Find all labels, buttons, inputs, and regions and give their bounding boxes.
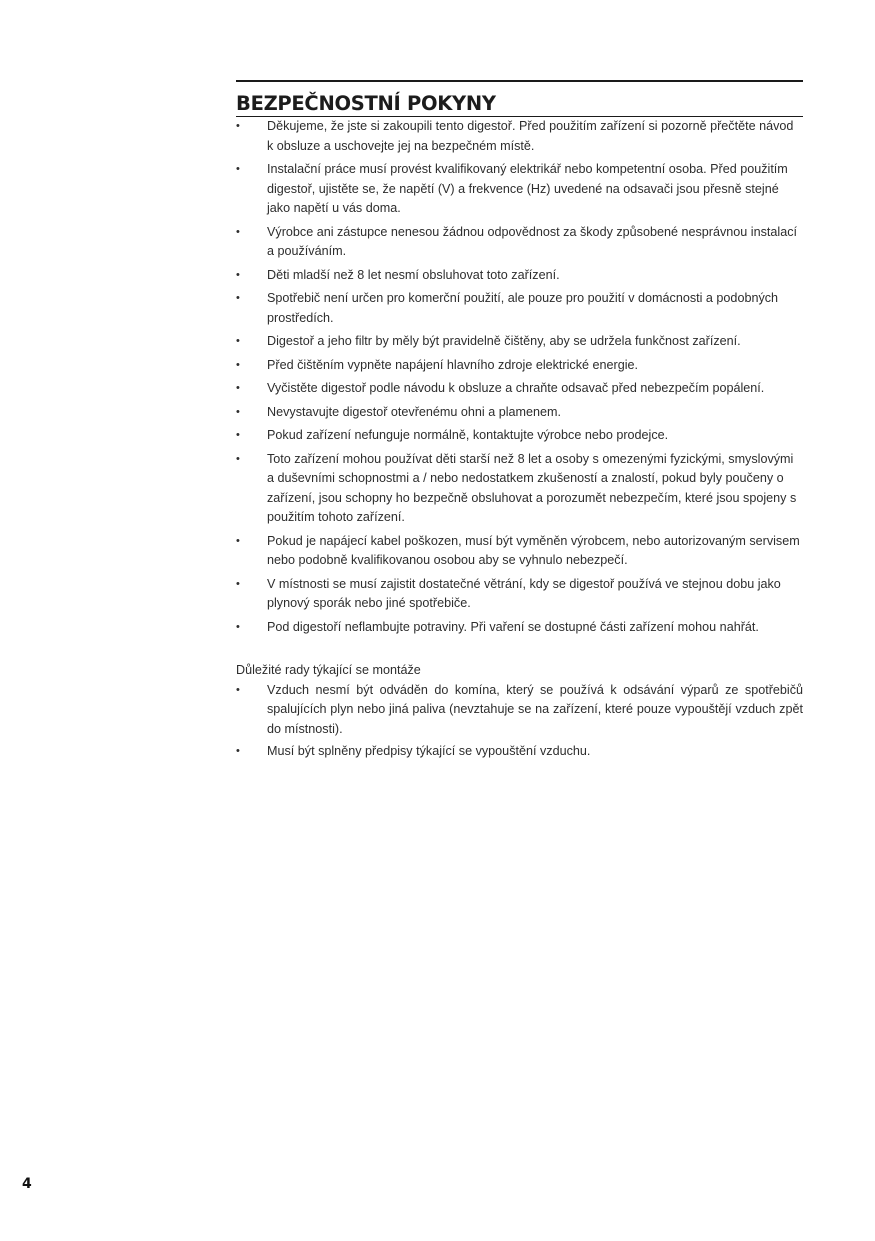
list-item-text: Před čištěním vypněte napájení hlavního zdroje elektrické energie.: [267, 357, 639, 372]
list-item: [236, 426, 803, 446]
list-item: [236, 532, 803, 571]
list-item: [236, 403, 803, 423]
bullet-icon: •: [236, 683, 240, 696]
list-item: [236, 450, 803, 528]
list-item: [236, 332, 803, 352]
bullet-icon: •: [236, 292, 240, 304]
list-item: [236, 223, 803, 262]
bullet-icon: •: [236, 577, 240, 590]
list-item-text: Instalační práce musí provést kvalifikovaný elektrikář nebo kompetentní osoba. Před použitím digestoř, ujistěte se, že napětí (V) a frekvence (Hz) uvedené na odsavači jsou přesně stejné jako napětí u vás doma.: [267, 162, 788, 215]
list-item-text: Pokud zařízení nefunguje normálně, kontaktujte výrobce nebo prodejce.: [267, 428, 669, 442]
page-content: [236, 80, 803, 765]
list-item-text: Vzduch nesmí být odváděn do komína, který se používá k odsávání výparů ze spotřebičů spalujících plyn nebo jiná paliva (nevztahuje se na zařízení, které pouze vypouštějí vzduch zpět do místnosti).: [267, 682, 803, 736]
bullet-icon: •: [236, 335, 240, 347]
list-item: [236, 117, 803, 156]
bullet-icon: •: [236, 225, 240, 238]
list-item: [236, 160, 803, 219]
list-item: [236, 356, 803, 376]
bullet-icon: •: [236, 452, 240, 465]
bullet-icon: •: [236, 405, 240, 418]
page-title: BEZPEČNOSTNÍ POKYNY: [236, 92, 496, 115]
page-number: 4: [22, 1176, 32, 1192]
list-item: [236, 289, 803, 328]
bullet-icon: •: [236, 745, 240, 757]
list-item-text: Digestoř a jeho filtr by měly být pravidelně čištěny, aby se udržela funkčnost zařízení.: [267, 334, 741, 348]
bullet-icon: •: [236, 120, 240, 132]
list-item: [236, 379, 803, 399]
bullet-icon: •: [236, 268, 240, 281]
list-item-text: Děkujeme, že jste si zakoupili tento digestoř. Před použitím zařízení si pozorně přečtěte návod k obsluze a uschovejte jej na bezpečném místě.: [267, 119, 794, 153]
mounting-heading: Důležité rady týkající se montáže: [236, 663, 421, 677]
list-item-text: Toto zařízení mohou používat děti starší než 8 let a osoby s omezenými fyzickými, smyslovými a duševními schopnostmi a / nebo nedostatkem zkušeností a znalostí, pokud byly poučeny o zařízení, jsou schopny ho bezpečně obsluhovat a porozumět nebezpečím, které jsou spojeny s použitím tohoto zařízení.: [267, 451, 797, 524]
bullet-icon: •: [236, 382, 240, 394]
list-item-text: Výrobce ani zástupce nenesou žádnou odpovědnost za škody způsobené nesprávnou instalací a používáním.: [267, 224, 798, 258]
list-item-text: Pod digestoří neflambujte potraviny. Při vaření se dostupné části zařízení mohou nahřát.: [267, 619, 759, 634]
list-item: [236, 618, 803, 638]
list-item-text: V místnosti se musí zajistit dostatečné větrání, kdy se digestoř používá ve stejnou dobu jako plynový sporák nebo jiné spotřebiče.: [267, 576, 781, 610]
bullet-icon: •: [236, 358, 240, 371]
title-top-rule: [236, 80, 803, 82]
bullet-icon: •: [236, 429, 240, 441]
bullet-icon: •: [236, 620, 240, 633]
list-item: [236, 742, 803, 762]
list-item-text: Vyčistěte digestoř podle návodu k obsluze a chraňte odsavač před nebezpečím popálení.: [267, 381, 765, 395]
list-item-text: Musí být splněny předpisy týkající se vypouštění vzduchu.: [267, 744, 591, 758]
list-item: [236, 575, 803, 614]
list-item-text: Spotřebič není určen pro komerční použití, ale pouze pro použití v domácnosti a podobných prostředích.: [267, 291, 779, 325]
bullet-icon: •: [236, 534, 240, 547]
list-item: [236, 681, 803, 740]
list-item-text: Nevystavujte digestoř otevřenému ohni a plamenem.: [267, 404, 562, 419]
list-item-text: Děti mladší než 8 let nesmí obsluhovat toto zařízení.: [267, 267, 560, 282]
mounting-instructions-list: [236, 681, 803, 762]
safety-instructions-list: [236, 117, 803, 637]
list-item-text: Pokud je napájecí kabel poškozen, musí být vyměněn výrobcem, nebo autorizovaným servisem nebo podobně kvalifikovanou osobou aby se vyhnulo nebezpečí.: [267, 533, 800, 567]
bullet-icon: •: [236, 163, 240, 175]
list-item: [236, 266, 803, 286]
